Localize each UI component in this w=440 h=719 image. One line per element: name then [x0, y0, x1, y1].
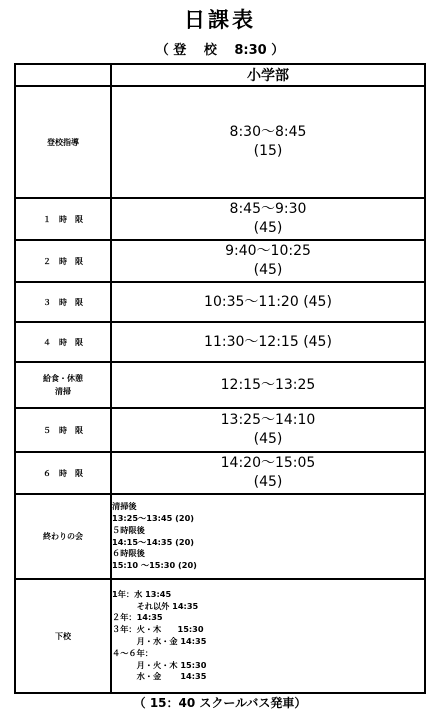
- time-range: 9:40〜10:25: [225, 243, 311, 259]
- row-label: 終わりの会: [15, 494, 111, 579]
- row-label: ４ 時 限: [15, 322, 111, 362]
- time-cell: [111, 408, 425, 452]
- row-label: ５ 時 限: [15, 408, 111, 452]
- schedule-table: [14, 63, 426, 694]
- row-label: 下校: [15, 579, 111, 693]
- duration: (45): [253, 431, 283, 447]
- time-range: 11:30〜12:15 (45): [204, 333, 332, 350]
- closing-meeting-notes: 清掃後 13:25〜13:45 (20) ５時限後 14:15〜14:35 (20) ６時限後 15:10 〜15:30 (20): [111, 494, 425, 579]
- duration: (45): [253, 262, 283, 278]
- time-range: 8:45〜9:30: [229, 201, 307, 217]
- time-range: 10:35〜11:20 (45): [204, 293, 332, 310]
- table-row: [15, 240, 425, 282]
- time-cell: [111, 322, 425, 362]
- row-label: １ 時 限: [15, 198, 111, 240]
- school-bus-footer: （ 15：40 スクールバス発車）: [133, 696, 307, 710]
- row-label: ３ 時 限: [15, 282, 111, 322]
- table-row: [15, 322, 425, 362]
- time-range: 13:25〜14:10: [220, 412, 316, 428]
- time-cell: [111, 198, 425, 240]
- row-label: ６ 時 限: [15, 452, 111, 494]
- header-blank-cell: [15, 64, 111, 86]
- time-range: 14:20〜15:05: [220, 455, 316, 471]
- table-row: [15, 494, 425, 579]
- row-label: 給食・休憩 清掃: [15, 362, 111, 408]
- time-cell: [111, 240, 425, 282]
- table-row: [15, 452, 425, 494]
- duration: (45): [253, 474, 283, 490]
- table-row: [15, 408, 425, 452]
- table-row: [15, 282, 425, 322]
- time-cell: [111, 362, 425, 408]
- time-cell: [111, 452, 425, 494]
- duration: (15): [253, 143, 283, 159]
- row-label: 登校指導: [15, 86, 111, 198]
- time-cell: [111, 86, 425, 198]
- row-label: ２ 時 限: [15, 240, 111, 282]
- column-header: 小学部: [111, 64, 425, 86]
- time-range: 8:30〜8:45: [229, 124, 307, 140]
- dismissal-notes: 1年：水 13:45 それ以外 14:35 ２年：14:35 ３年：火・木 15:30 月・水・金 14:35 ４〜６年： 月・火・木 15:30 水・金 14:35: [111, 579, 425, 693]
- arrival-time-subtitle: （ 登 校 8:30 ）: [155, 43, 285, 58]
- duration: (45): [253, 220, 283, 236]
- header-row: [15, 64, 425, 86]
- time-cell: [111, 282, 425, 322]
- time-range: 12:15〜13:25: [220, 376, 316, 393]
- table-row: [15, 362, 425, 408]
- table-row: [15, 198, 425, 240]
- table-row: [15, 579, 425, 693]
- page-title: 日課表: [184, 8, 256, 32]
- table-row: [15, 86, 425, 198]
